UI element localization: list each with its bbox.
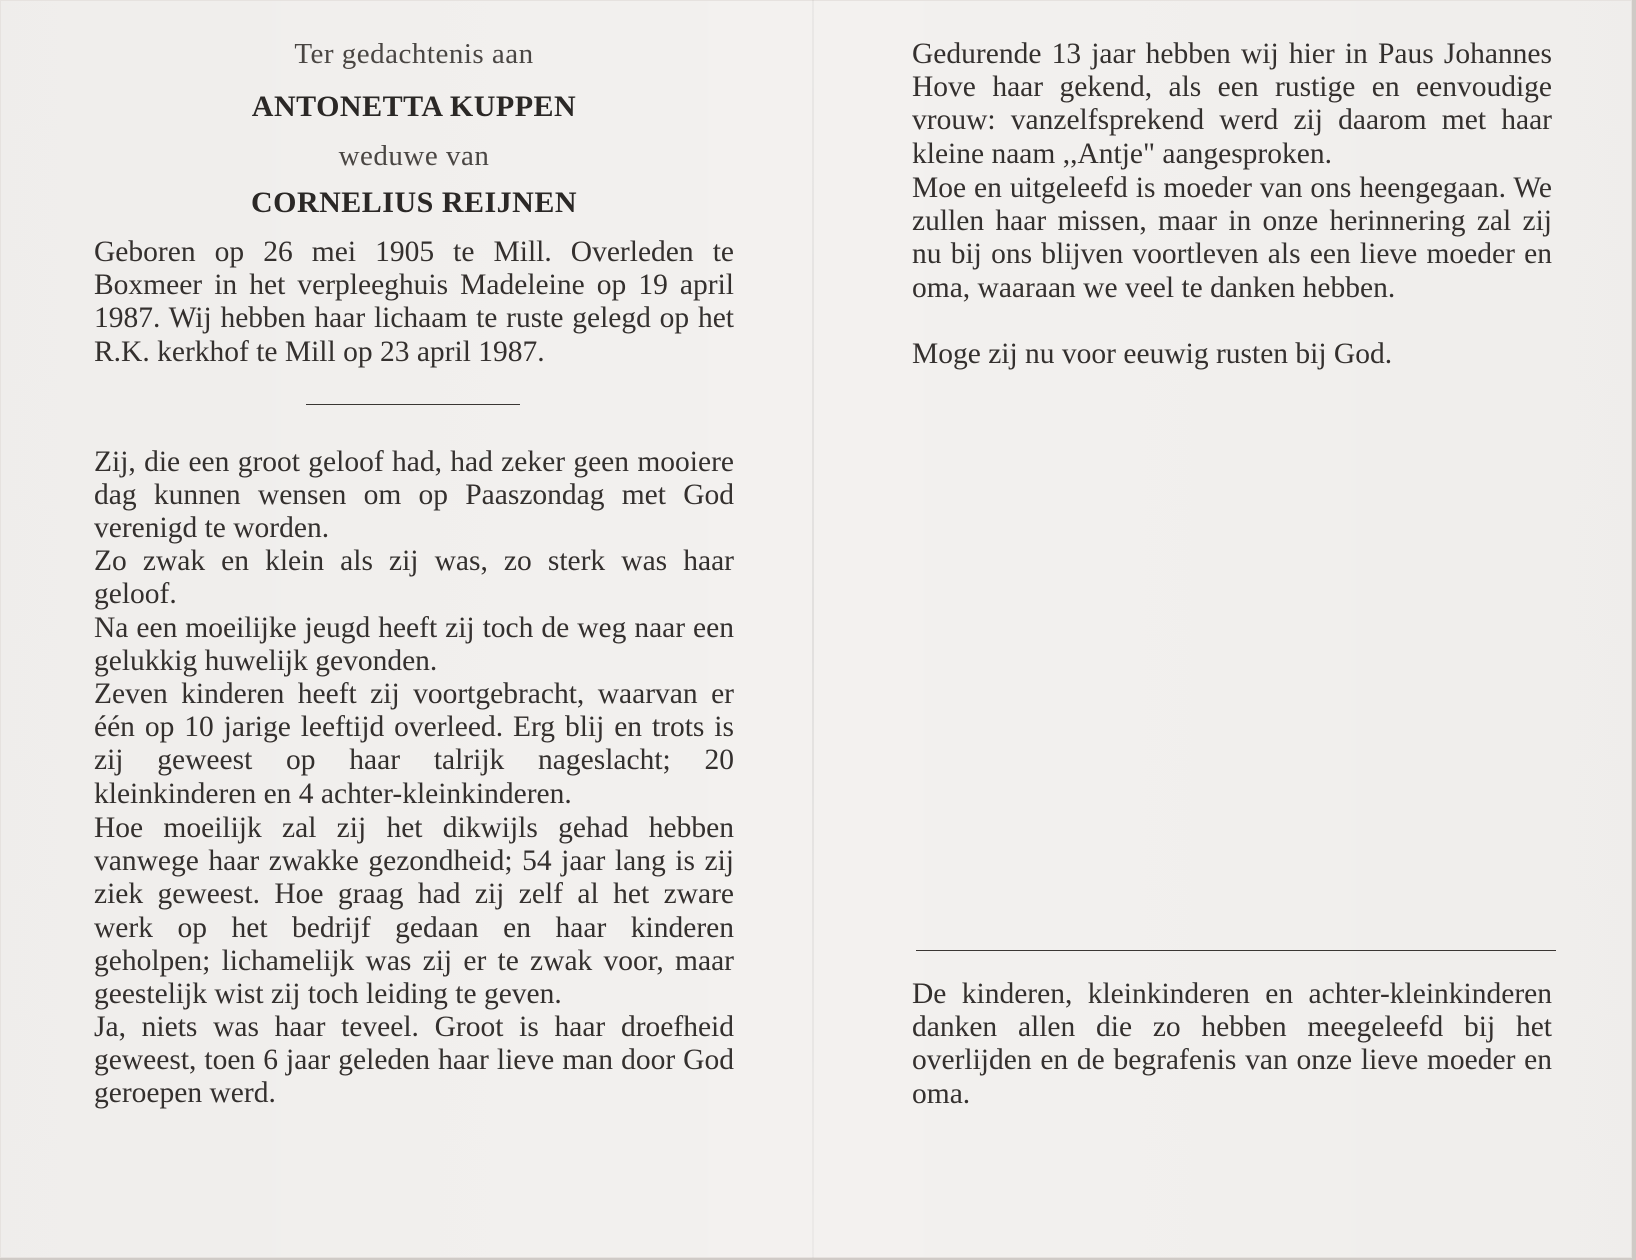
paragraph-children: Zeven kinderen heeft zij voortgebracht, waarvan er één op 10 jarige leeftijd overleed. Erg blij en trots is zij geweest op haar talrijk nageslacht; 20 kleinkinderen en 4 achter-kleinkinderen.	[94, 678, 734, 810]
paragraph-remembrance: Moe en uitgeleefd is moeder van ons heengegaan. We zullen haar missen, maar in onze herinnering zal zij nu bij ons blijven voortleven als een lieve moeder en oma, waaraan we veel te danken hebben.	[912, 172, 1552, 304]
intro-text: Ter gedachtenis aan	[294, 38, 534, 70]
spouse-name: CORNELIUS REIJNEN	[250, 186, 578, 219]
card-fold	[812, 0, 814, 1258]
thanks-paragraph: De kinderen, kleinkinderen en achter-kleinkinderen danken allen die zo hebben meegeleefd bij het overlijden en de begrafenis van onze lieve moeder en oma.	[912, 978, 1552, 1110]
biography-paragraph: Geboren op 26 mei 1905 te Mill. Overleden te Boxmeer in het verpleeghuis Madeleine op 19 april 1987. Wij hebben haar lichaam te ruste gelegd op het R.K. kerkhof te Mill op 23 april 1987.	[94, 236, 734, 368]
paragraph-grief: Ja, niets was haar teveel. Groot is haar droefheid geweest, toen 6 jaar geleden haar lieve man door God geroepen werd.	[94, 1011, 734, 1110]
divider-line	[306, 404, 520, 405]
paragraph-prayer: Moge zij nu voor eeuwig rusten bij God.	[912, 338, 1393, 370]
paragraph-faith: Zij, die een groot geloof had, had zeker geen mooiere dag kunnen wensen om op Paaszondag met God verenigd te worden.	[94, 446, 734, 545]
thanks-divider-line	[916, 950, 1556, 951]
paragraph-health: Hoe moeilijk zal zij het dikwijls gehad hebben vanwege haar zwakke gezondheid; 54 jaar lang is zij ziek geweest. Hoe graag had zij zelf al het zware werk op het bedrijf gedaan en haar kinderen geholpen; lichamelijk was zij er te zwak voor, maar geestelijk wist zij toch leiding te geven.	[94, 812, 734, 1011]
paragraph-weak-small: Zo zwak en klein als zij was, zo sterk was haar geloof.	[94, 545, 734, 611]
relation-text: weduwe van	[338, 140, 490, 172]
paragraph-youth: Na een moeilijke jeugd heeft zij toch de weg naar een gelukkig huwelijk gevonden.	[94, 612, 734, 678]
deceased-name: ANTONETTA KUPPEN	[251, 90, 577, 123]
paragraph-paus-johannes-hove: Gedurende 13 jaar hebben wij hier in Paus Johannes Hove haar gekend, als een rustige en eenvoudige vrouw: vanzelfsprekend werd zij daarom met haar kleine naam ,,Antje" aangesproken.	[912, 38, 1552, 170]
